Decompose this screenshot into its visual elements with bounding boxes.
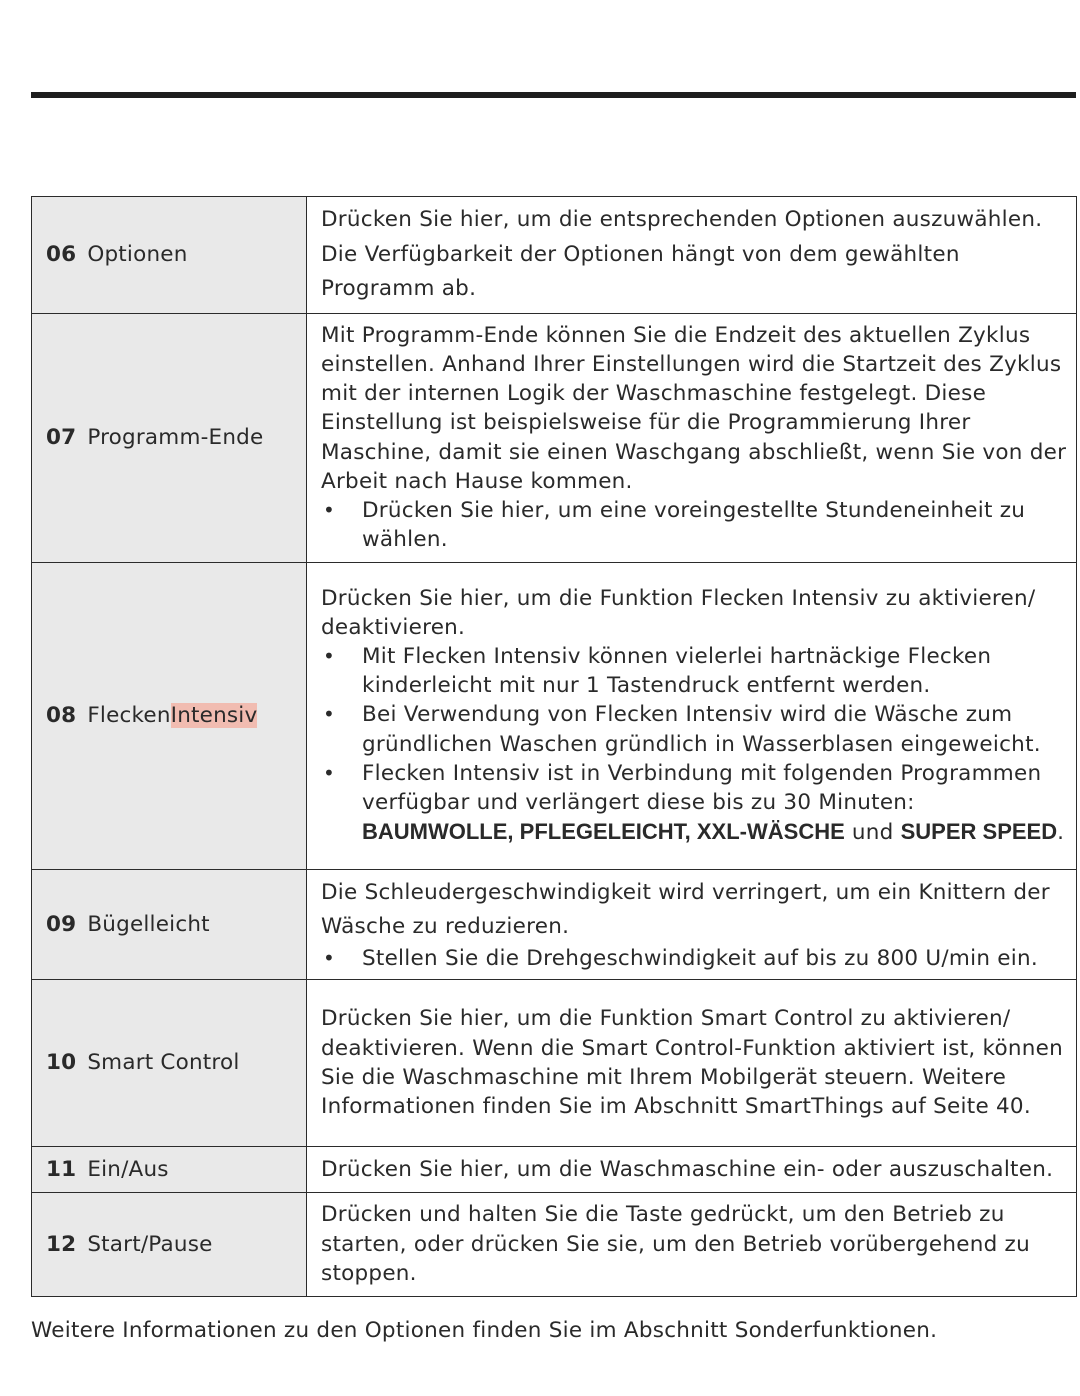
- bullet-item: • Bei Verwendung von Flecken Intensiv wird die Wäsche zum gründlichen Waschen gründlich in Wasserblasen eingeweicht.: [321, 700, 1068, 758]
- row-description: [307, 869, 1077, 979]
- description-text: Drücken und halten Sie die Taste gedrückt, um den Betrieb zu starten, oder drücken Sie sie, um den Betrieb vorübergehend zu stoppen.: [321, 1202, 1030, 1286]
- period: .: [1057, 820, 1065, 846]
- table-row: [32, 1146, 1077, 1192]
- description-text: Drücken Sie hier, um die Funktion Smart Control zu aktivieren/ deaktivieren. Wenn die Smart Control-Funktion aktiviert ist, können Sie die Waschmaschine mit Ihrem Mobilgerät steuern. Weitere Informationen finden Sie im Abschnitt SmartThings auf Seite 40.: [321, 1006, 1063, 1119]
- row-description: [307, 1146, 1077, 1192]
- row-title: Programm-Ende: [87, 425, 264, 450]
- row-label: [32, 313, 307, 562]
- bullet-text: Flecken Intensiv ist in Verbindung mit folgenden Programmen verfügbar und verlängert diese bis zu 30 Minuten:: [362, 760, 1042, 815]
- bullet-list: [321, 642, 1068, 847]
- bullet-item: [321, 759, 1068, 848]
- row-label: [32, 1146, 307, 1192]
- header-rule: [31, 92, 1076, 98]
- row-description: [307, 562, 1077, 869]
- description-text: Die Schleudergeschwindigkeit wird verringert, um ein Knittern der Wäsche zu reduzieren.: [321, 879, 1050, 939]
- description-text: Drücken Sie hier, um die Funktion Flecken Intensiv zu aktivieren/ deaktivieren.: [321, 585, 1036, 640]
- row-number: 10: [46, 1050, 77, 1076]
- footnote: Weitere Informationen zu den Optionen finden Sie im Abschnitt Sonderfunktionen.: [31, 1318, 938, 1343]
- bullet-item: • Mit Flecken Intensiv können vielerlei hartnäckige Flecken kinderleicht mit nur 1 Tastendruck entfernt werden.: [321, 642, 1068, 700]
- row-title: Start/Pause: [87, 1231, 213, 1257]
- row-number: 11: [46, 1156, 77, 1182]
- row-label: [32, 197, 307, 314]
- description-text: Drücken Sie hier, um die Waschmaschine ein- oder auszuschalten.: [321, 1156, 1054, 1182]
- row-description: [307, 979, 1077, 1146]
- row-number: 09: [46, 911, 77, 937]
- bullet-item: • Stellen Sie die Drehgeschwindigkeit auf bis zu 800 U/min ein.: [321, 944, 1068, 973]
- row-title: Ein/Aus: [87, 1156, 169, 1182]
- program-name-last: SUPER SPEED: [900, 819, 1058, 845]
- row-number: 12: [46, 1231, 77, 1257]
- table-row: [32, 979, 1077, 1146]
- table-row: [32, 1192, 1077, 1296]
- bullet-item: • Drücken Sie hier, um eine voreingestellte Stundeneinheit zu wählen.: [321, 496, 1068, 554]
- row-title: Flecken: [87, 703, 171, 728]
- table-row: [32, 313, 1077, 562]
- program-names: BAUMWOLLE, PFLEGELEICHT, XXL-WÄSCHE: [362, 819, 845, 845]
- table-row: [32, 869, 1077, 979]
- row-title: Bügelleicht: [87, 911, 210, 937]
- row-number: 07: [46, 425, 77, 450]
- description-text: Drücken Sie hier, um die entsprechenden Optionen auszuwählen. Die Verfügbarkeit der Optionen hängt von dem gewählten Programm ab.: [321, 207, 1043, 301]
- row-label: [32, 562, 307, 869]
- row-description: [307, 197, 1077, 314]
- description-text: Mit Programm-Ende können Sie die Endzeit des aktuellen Zyklus einstellen. Anhand Ihrer Einstellungen wird die Startzeit des Zyklus mit der internen Logik der Waschmaschine festgelegt. Diese Einstellung ist beispielsweise für die Programmierung Ihrer Maschine, damit sie einen Waschgang abschließt, wenn Sie von der Arbeit nach Hause kommen.: [321, 322, 1067, 494]
- row-description: [307, 313, 1077, 562]
- row-title: Smart Control: [87, 1050, 240, 1076]
- row-number: 08: [46, 703, 77, 728]
- highlighted-title-word: Intensiv: [170, 703, 258, 728]
- row-number: 06: [46, 242, 77, 268]
- row-label: [32, 869, 307, 979]
- table-row: [32, 562, 1077, 869]
- row-title: Optionen: [87, 242, 188, 268]
- row-label: [32, 979, 307, 1146]
- table-row: [32, 197, 1077, 314]
- row-label: [32, 1192, 307, 1296]
- conjunction: und: [851, 820, 894, 846]
- bullet-list: [321, 496, 1068, 554]
- bullet-list: [321, 944, 1068, 973]
- function-table: [31, 196, 1077, 1297]
- row-description: [307, 1192, 1077, 1296]
